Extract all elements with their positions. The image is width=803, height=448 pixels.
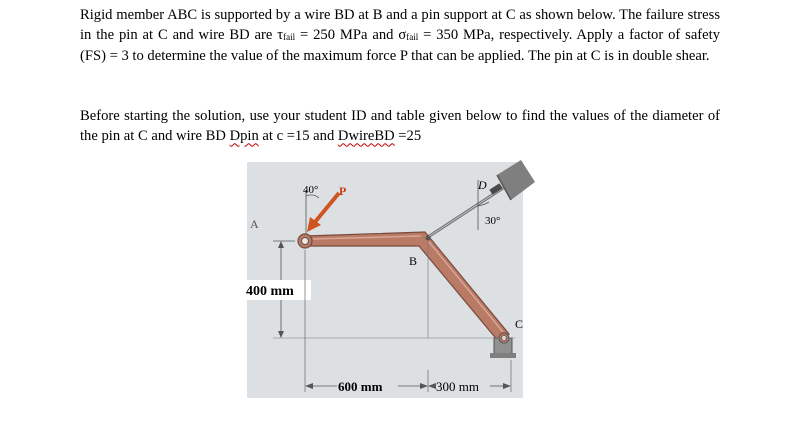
instruction-paragraph bbox=[80, 107, 720, 146]
label-b: B bbox=[409, 254, 418, 268]
height-label: 400 mm bbox=[246, 284, 294, 299]
dwire-term: DwireBD bbox=[337, 127, 395, 144]
instruction-text-a: Before starting the solution, use your student ID and table given below to find the values of the diameter of the pin at C and wire BD bbox=[80, 108, 720, 144]
instruction-text-b: at c =15 and bbox=[258, 127, 338, 144]
problem-text-a: Rigid member ABC is supported by a wire BD at B and a pin support at C as shown below. The failure stress in the pin at C and wire BD are τ bbox=[80, 7, 720, 43]
right-width-label: 300 mm bbox=[436, 379, 479, 394]
dpin-term: Dpin bbox=[229, 127, 259, 144]
problem-statement bbox=[80, 6, 720, 67]
tau-subscript: fail bbox=[283, 31, 296, 42]
angle-p-label: 40° bbox=[303, 184, 319, 196]
label-d: D bbox=[478, 178, 487, 192]
angle-wire-label: 30° bbox=[485, 215, 501, 227]
problem-text-b: = 250 MPa and σ bbox=[295, 26, 407, 43]
instruction-text-c: =25 bbox=[394, 127, 422, 144]
problem-text-c: = 350 MPa, respectively. Apply a factor of safety (FS) = 3 to determine the value of the maximum force P that can be applied. The pin at C is in double shear. bbox=[80, 26, 720, 64]
label-c: C bbox=[515, 317, 524, 331]
label-a: A bbox=[250, 217, 259, 231]
left-width-label: 600 mm bbox=[338, 379, 383, 394]
label-p: P bbox=[339, 184, 347, 198]
sigma-subscript: fail bbox=[406, 31, 419, 42]
mechanism-figure bbox=[235, 160, 535, 410]
